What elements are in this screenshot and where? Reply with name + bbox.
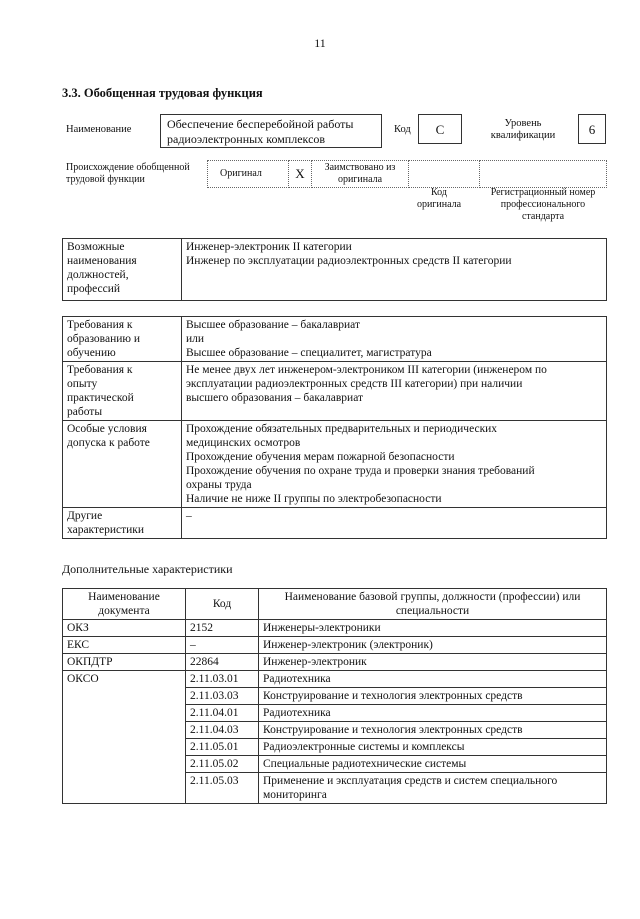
kod-label: Код — [394, 124, 411, 135]
cell-name: Конструирование и технология электронных средств — [259, 722, 607, 739]
cell-code: 22864 — [186, 654, 259, 671]
req-label: Особые условия допуска к работе — [63, 421, 182, 508]
cell-name: Специальные радиотехнические системы — [259, 756, 607, 773]
origin-table — [207, 160, 607, 188]
positions-table — [62, 238, 607, 301]
cell-doc: ОКЗ — [63, 620, 186, 637]
function-name-box: Обеспечение бесперебойной работы радиоэлектронных комплексов — [160, 114, 382, 148]
table-row — [63, 620, 607, 637]
cell-code: 2.11.05.03 — [186, 773, 259, 804]
naimenovanie-label: Наименование — [66, 124, 132, 135]
kod-original-label: Код оригинала — [416, 187, 462, 210]
cell-name: Инженер-электроник — [259, 654, 607, 671]
cell-name: Радиотехника — [259, 705, 607, 722]
cell-code: 2.11.05.02 — [186, 756, 259, 773]
page-number: 11 — [314, 36, 326, 50]
req-value: Не менее двух лет инженером-электроником III категории (инженером по эксплуатации радиоэлектронных средств III категории) при наличии высшего образования – бакалавриат — [182, 362, 607, 421]
section-title: 3.3. Обобщенная трудовая функция — [62, 86, 263, 100]
header-name: Наименование базовой группы, должности (профессии) или специальности — [259, 589, 607, 620]
cell-code: 2.11.04.01 — [186, 705, 259, 722]
positions-label: Возможные наименования должностей, профессий — [63, 239, 182, 301]
cell-code: 2152 — [186, 620, 259, 637]
kod-value-box: C — [418, 114, 462, 144]
cell-code: 2.11.03.03 — [186, 688, 259, 705]
req-value: – — [182, 508, 607, 539]
req-label: Требования к опыту практической работы — [63, 362, 182, 421]
req-value: Прохождение обязательных предварительных и периодических медицинских осмотров Прохождение обучения мерам пожарной безопасности Прохождение обучения по охране труда и проверки знания требований охраны труда Наличие не ниже II группы по электробезопасности — [182, 421, 607, 508]
cell-name: Инженеры-электроники — [259, 620, 607, 637]
cell-name: Конструирование и технология электронных средств — [259, 688, 607, 705]
cell-doc: ЕКС — [63, 637, 186, 654]
header-doc: Наименование документа — [63, 589, 186, 620]
level-label: Уровень квалификации — [490, 118, 556, 141]
reg-number-cell — [480, 161, 607, 188]
table-row — [63, 671, 607, 688]
kod-original-cell — [409, 161, 480, 188]
reg-number-label: Регистрационный номер профессионального стандарта — [490, 187, 596, 222]
req-label: Другие характеристики — [63, 508, 182, 539]
cell-name: Радиотехника — [259, 671, 607, 688]
additional-table — [62, 588, 607, 804]
table-row — [63, 654, 607, 671]
level-value-box: 6 — [578, 114, 606, 144]
req-row-special — [63, 421, 607, 508]
table-row — [63, 637, 607, 654]
requirements-table — [62, 316, 607, 539]
cell-code: 2.11.05.01 — [186, 739, 259, 756]
add-header-row — [63, 589, 607, 620]
cell-code: – — [186, 637, 259, 654]
req-value: Высшее образование – бакалавриат или Высшее образование – специалитет, магистратура — [182, 317, 607, 362]
borrowed-label: Заимствовано из оригинала — [312, 161, 409, 188]
original-mark: X — [289, 161, 312, 188]
req-row-other — [63, 508, 607, 539]
cell-code: 2.11.04.03 — [186, 722, 259, 739]
req-row-education — [63, 317, 607, 362]
cell-name: Применение и эксплуатация средств и систем специального мониторинга — [259, 773, 607, 804]
original-label: Оригинал — [208, 161, 289, 188]
cell-doc: ОКПДТР — [63, 654, 186, 671]
origin-label: Происхождение обобщенной трудовой функции — [66, 162, 190, 185]
additional-title: Дополнительные характеристики — [62, 562, 233, 576]
header-code: Код — [186, 589, 259, 620]
cell-code: 2.11.03.01 — [186, 671, 259, 688]
positions-values: Инженер-электроник II категории Инженер по эксплуатации радиоэлектронных средств II категории — [182, 239, 607, 301]
req-row-experience — [63, 362, 607, 421]
cell-name: Радиоэлектронные системы и комплексы — [259, 739, 607, 756]
cell-name: Инженер-электроник (электроник) — [259, 637, 607, 654]
cell-doc: ОКСО — [63, 671, 186, 804]
req-label: Требования к образованию и обучению — [63, 317, 182, 362]
